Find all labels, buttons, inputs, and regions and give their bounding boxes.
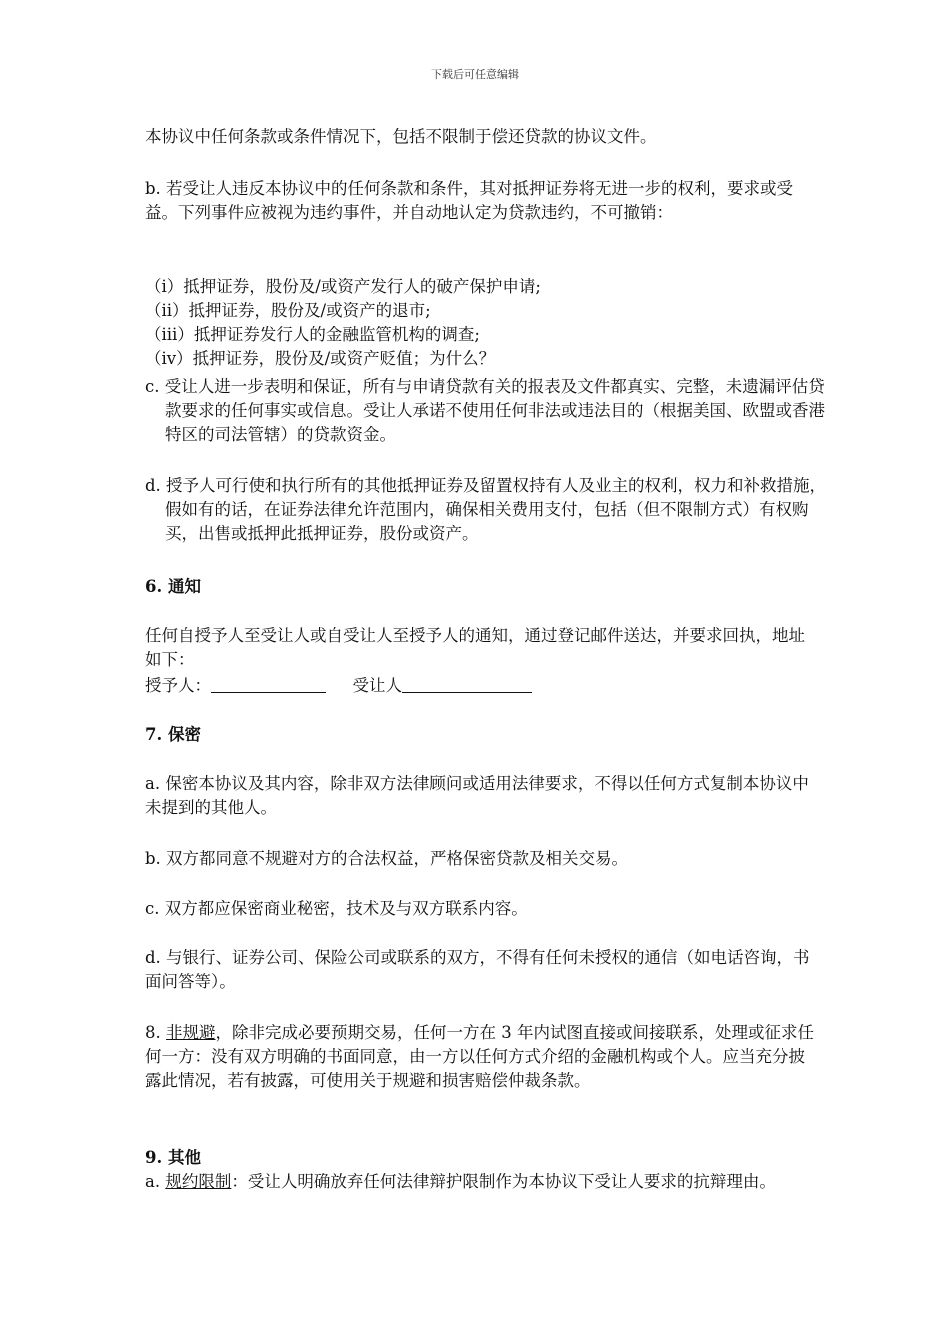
section-7-d: d. 与银行、证券公司、保险公司或联系的双方，不得有任何未授权的通信（如电话咨询，书面问答等）。 [145, 948, 810, 991]
section-7-b: b. 双方都同意不规避对方的合法权益，严格保密贷款及相关交易。 [145, 849, 629, 868]
paragraph-b: b. 若受让人违反本协议中的任何条款和条件，其对抵押证券将无进一步的权利，要求或受益。下列事件应被视为违约事件，并自动地认定为贷款违约，不可撤销： [145, 179, 794, 222]
assignee-label: 受让人 [352, 676, 402, 695]
section-9-a-prefix: a. [145, 1172, 166, 1191]
section-8-title: 非规避 [166, 1023, 216, 1042]
section-9-a-body: ：受让人明确放弃任何法律辩护限制作为本协议下受让人要求的抗辩理由。 [231, 1172, 776, 1191]
list-item: （ⅳ）抵押证券，股份及/或资产贬值；为什么？ [145, 349, 496, 368]
section-7-heading: 7. 保密 [145, 725, 201, 744]
list-item: （ⅱ）抵押证券，股份及/或资产的退市; [145, 301, 431, 320]
list-item: （ⅰ）抵押证券，股份及/或资产发行人的破产保护申请; [145, 277, 541, 296]
paragraph-d: d. 授予人可行使和执行所有的其他抵押证券及留置权持有人及业主的权利，权力和补救措施，假如有的话，在证券法律允许范围内，确保相关费用支付，包括（但不限制方式）有权购买，出售或抵押此抵押证券，股份或资产。 [145, 476, 827, 543]
section-8-body: ，除非完成必要预期交易，任何一方在 3 年内试图直接或间接联系，处理或征求任何一方：没有双方明确的书面同意，由一方以任何方式介绍的金融机构或个人。应当充分披露此情况，若有披露，可使用关于规避和损害赔偿仲裁条款。 [145, 1023, 814, 1090]
paragraph-c: c. 受让人进一步表明和保证，所有与申请贷款有关的报表及文件都真实、完整，未遗漏评估贷款要求的任何事实或信息。受让人承诺不使用任何非法或违法目的（根据美国、欧盟或香港特区的司法管辖）的贷款资金。 [145, 377, 825, 444]
section-8-paragraph [145, 1021, 815, 1093]
address-line [145, 674, 532, 698]
paragraph-continuation: 本协议中任何条款或条件情况下，包括不限制于偿还贷款的协议文件。 [145, 127, 657, 146]
assignee-address-blank [402, 674, 532, 693]
default-events-list [145, 275, 541, 371]
section-7-a: a. 保密本协议及其内容，除非双方法律顾问或适用法律要求，不得以任何方式复制本协议中未提到的其他人。 [145, 774, 809, 817]
section-6-heading: 6. 通知 [145, 577, 201, 596]
section-9-heading: 9. 其他 [145, 1148, 201, 1167]
section-7-c: c. 双方都应保密商业秘密，技术及与双方联系内容。 [145, 899, 528, 918]
grantor-address-blank [211, 674, 326, 693]
grantor-label: 授予人： [145, 676, 211, 695]
page-header: 下载后可任意编辑 [431, 68, 519, 81]
section-9-a [145, 1170, 815, 1194]
section-8-number: 8. [145, 1023, 166, 1042]
list-item: （ⅲ）抵押证券发行人的金融监管机构的调查; [145, 325, 480, 344]
section-6-body: 任何自授予人至受让人或自受让人至授予人的通知，通过登记邮件送达，并要求回执，地址如下： [145, 626, 805, 669]
section-9-a-term: 规约限制 [165, 1172, 232, 1191]
